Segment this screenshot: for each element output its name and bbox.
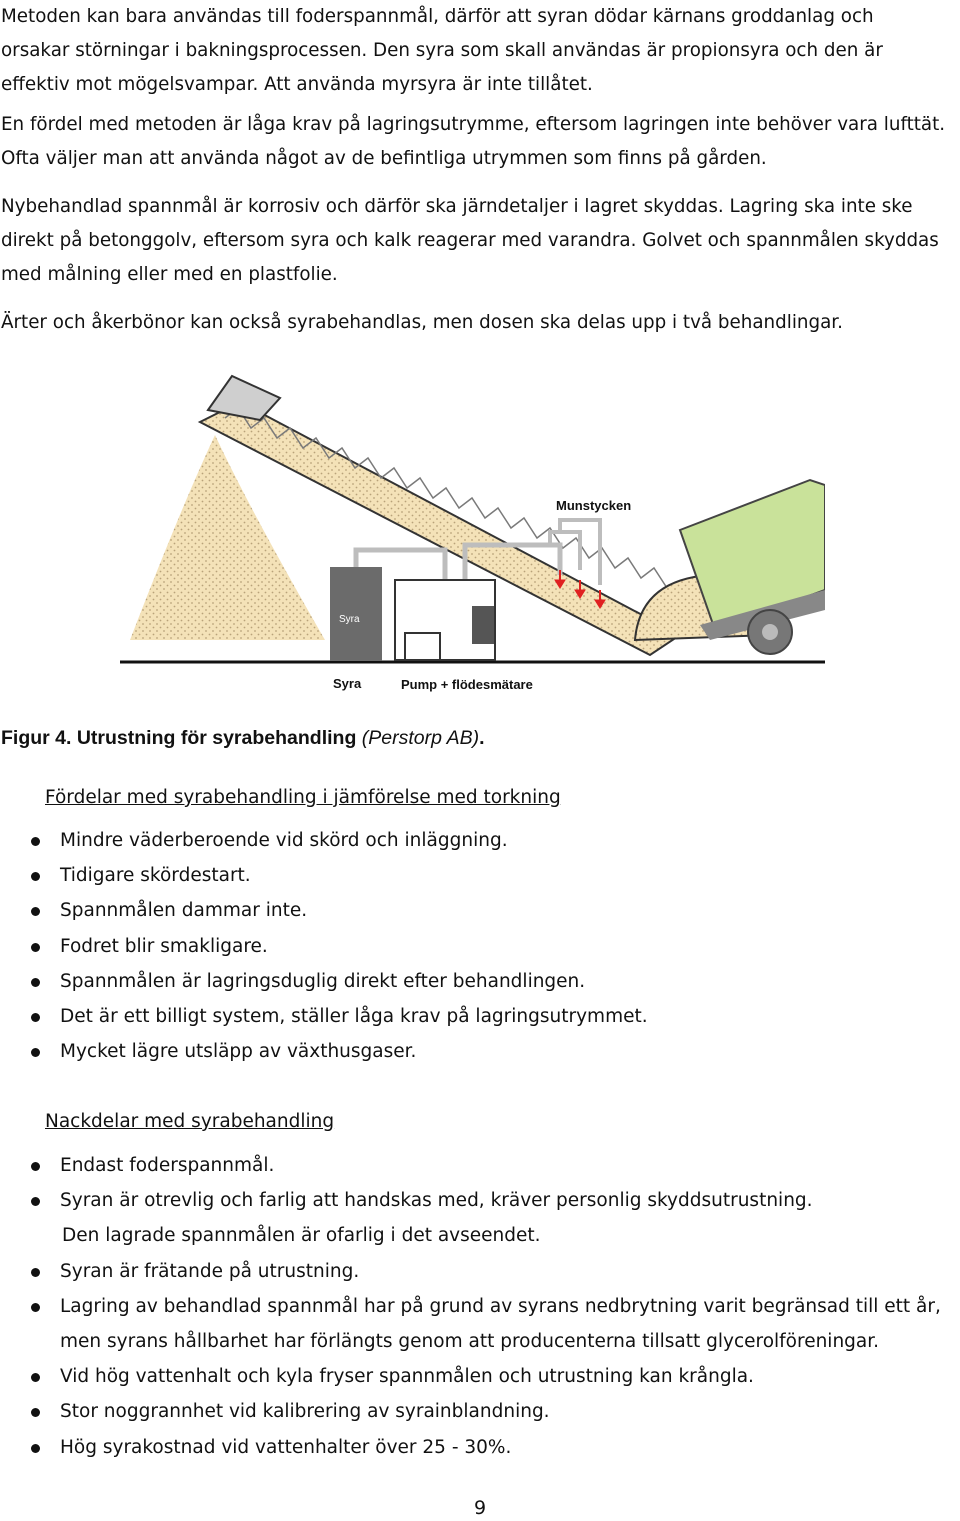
list-item: Stor noggrannhet vid kalibrering av syrainblandning.	[0, 1394, 946, 1429]
list-item: Det är ett billigt system, ställer låga krav på lagringsutrymmet.	[0, 999, 946, 1034]
page-number: 9	[473, 1497, 487, 1519]
pump-label: Pump + flödesmätare	[401, 677, 533, 692]
list-item: Syran är otrevlig och farlig att handskas med, kräver personlig skyddsutrustning.	[0, 1183, 946, 1218]
paragraph-peas-beans: Ärter och åkerbönor kan också syrabehandlas, men dosen ska delas upp i två behandlingar.	[1, 312, 843, 333]
list-continuation: Den lagrade spannmålen är ofarlig i det avseendet.	[62, 1225, 541, 1247]
list-item: Spannmålen dammar inte.	[0, 893, 946, 928]
list-item: Vid hög vattenhalt och kyla fryser spannmålen och utrustning kan krångla.	[0, 1359, 946, 1394]
bullet-icon	[31, 1048, 40, 1057]
acid-treatment-equipment-figure	[120, 370, 825, 695]
equipment-illustration	[120, 370, 825, 695]
bullet-icon	[31, 1408, 40, 1417]
list-item: Spannmålen är lagringsduglig direkt efter behandlingen.	[0, 964, 946, 999]
bullet-icon	[31, 1162, 40, 1171]
advantages-heading: Fördelar med syrabehandling i jämförelse med torkning	[45, 787, 561, 808]
acid-label: Syra	[333, 676, 362, 691]
list-item: Tidigare skördestart.	[0, 858, 946, 893]
paragraph-corrosion: Nybehandlad spannmål är korrosiv och därför ska järndetaljer i lagret skyddas. Lagring ska inte ske direkt på betonggolv, eftersom syra och kalk reagerar med varandra. Golvet och spannmålen skyddas med målning eller med en plastfolie.	[1, 196, 939, 285]
disadvantages-list	[0, 1148, 946, 1465]
bullet-icon	[31, 872, 40, 881]
acid-tank-label: Syra	[339, 614, 360, 625]
list-item: Syran är frätande på utrustning.	[0, 1254, 946, 1289]
nozzles-label: Munstycken	[556, 498, 632, 513]
bullet-icon	[31, 1444, 40, 1453]
paragraph-acid-method: Metoden kan bara användas till foderspannmål, därför att syran dödar kärnans groddanlag och orsakar störningar i bakningsprocessen. Den syra som skall användas är propionsyra och den är effektiv mot mögelsvampar. Att använda myrsyra är inte tillåtet.	[1, 6, 883, 95]
list-item: Mycket lägre utsläpp av växthusgaser.	[0, 1034, 946, 1069]
disadvantages-heading: Nackdelar med syrabehandling	[45, 1111, 335, 1132]
bullet-icon	[31, 1268, 40, 1277]
list-item: Lagring av behandlad spannmål har på grund av syrans nedbrytning varit begränsad till ett år, men syrans hållbarhet har förlängts genom att producenterna tillsatt glycerolföreningar.	[0, 1289, 946, 1359]
figure-caption	[1, 727, 485, 750]
bullet-icon	[31, 1303, 40, 1312]
bullet-icon	[31, 978, 40, 987]
list-item: Hög syrakostnad vid vattenhalter över 25 - 30%.	[0, 1430, 946, 1465]
pump-motor	[405, 633, 440, 660]
caption-source: (Perstorp AB)	[361, 727, 480, 749]
list-item: Endast foderspannmål.	[0, 1148, 946, 1183]
caption-suffix: .	[479, 727, 485, 749]
bullet-icon	[31, 1013, 40, 1022]
caption-prefix: Figur 4. Utrustning för syrabehandling	[1, 727, 362, 749]
bullet-icon	[31, 1373, 40, 1382]
paragraph-storage-advantage: En fördel med metoden är låga krav på lagringsutrymme, eftersom lagringen inte behöver vara lufttät. Ofta väljer man att använda något av de befintliga utrymmen som finns på gården.	[1, 114, 946, 169]
list-item: Fodret blir smakligare.	[0, 929, 946, 964]
bullet-icon	[31, 907, 40, 916]
advantages-list	[0, 823, 946, 1069]
bullet-icon	[31, 1197, 40, 1206]
flow-meter	[472, 606, 494, 644]
list-item: Mindre väderberoende vid skörd och inläggning.	[0, 823, 946, 858]
bullet-icon	[31, 837, 40, 846]
bullet-icon	[31, 943, 40, 952]
